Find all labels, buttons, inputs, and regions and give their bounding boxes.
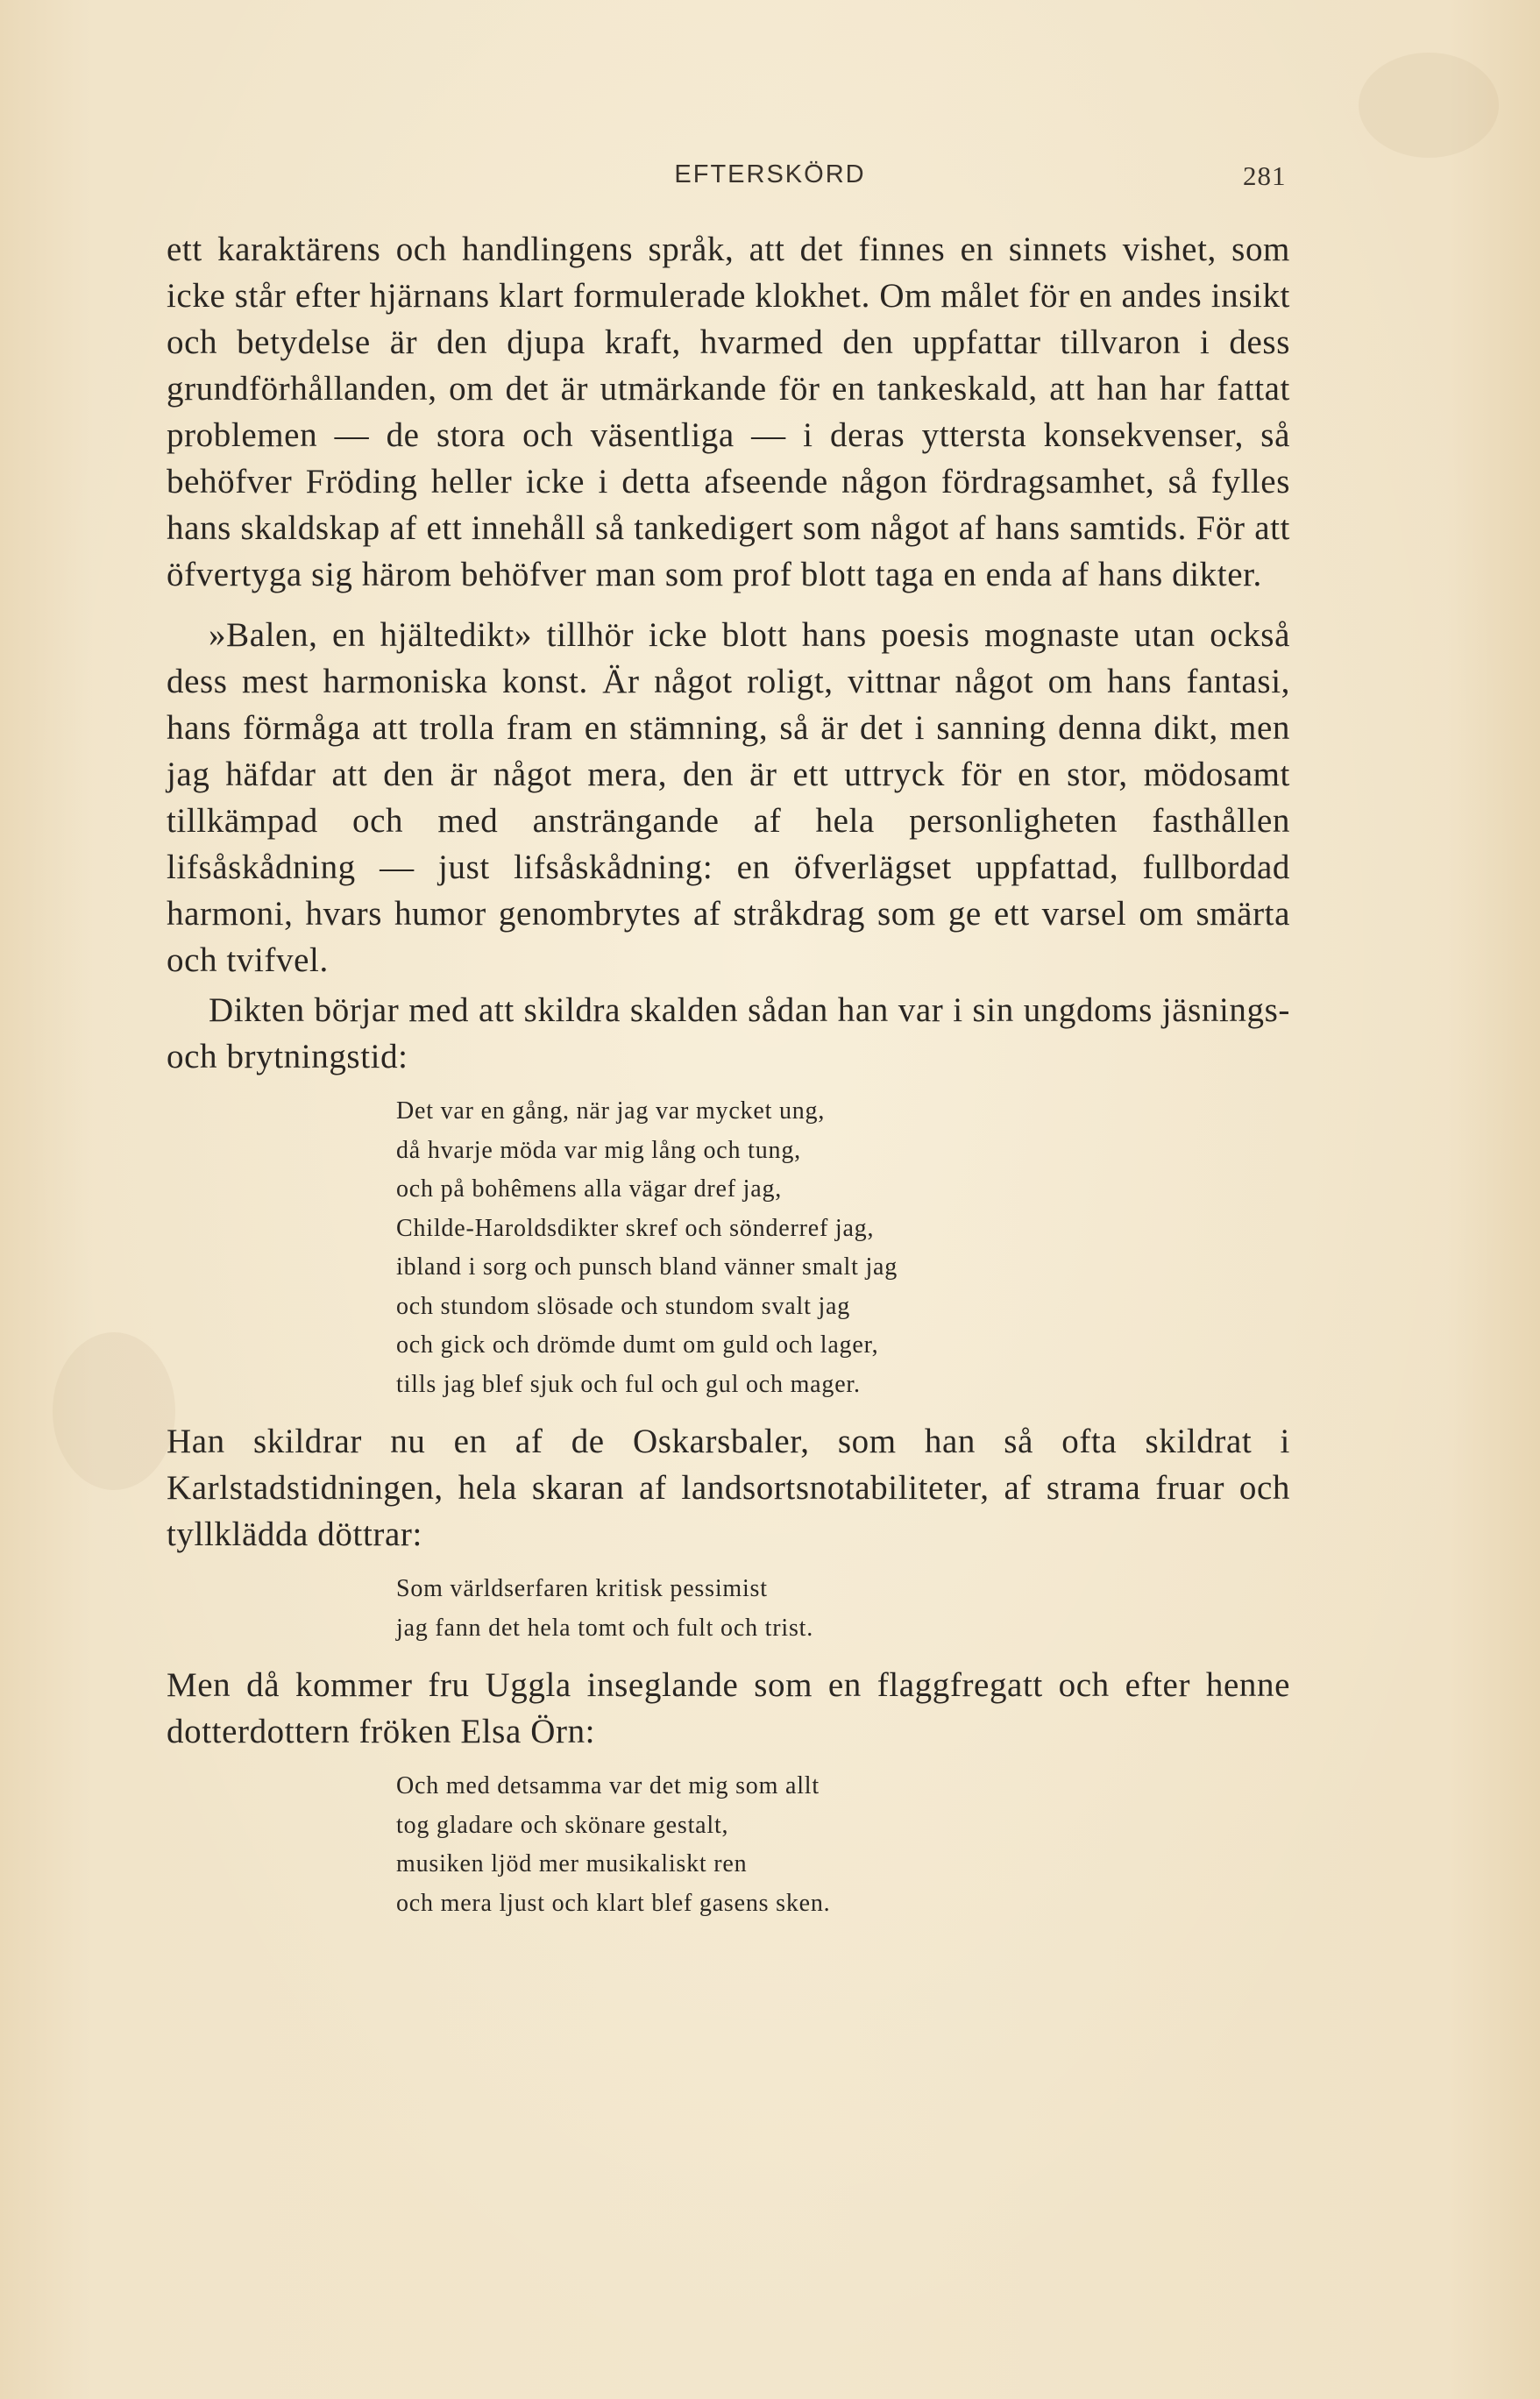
verse-line: Det var en gång, när jag var mycket ung,: [396, 1097, 826, 1125]
page-number: 281: [1243, 160, 1287, 191]
paper-stain: [1359, 53, 1499, 158]
paragraph-1: ett karaktärens och handlingens språk, att det finnes en sinnets vishet, som icke står efter hjärnans klart formulerade klokhet. Om målet för en andes insikt och betydelse är den djupa kraft, hvarmed den uppfattar tillvaron i dess grundförhållanden, om det är utmärkande för en tankeskald, att han har fattat problemen — de stora och väsentliga — i deras yttersta konsekvenser, så behöfver Fröding heller icke i detta afseende någon fördragsamhet, så fylles hans skaldskap af ett innehåll så tankedigert som något af hans samtids. För att öfvertyga sig härom behöfver man som prof blott taga en enda af hans dikter.: [167, 231, 1290, 593]
verse-quote-2: [396, 1570, 1290, 1648]
verse-line: och stundom slösade och stundom svalt jag: [396, 1292, 851, 1320]
running-head: [0, 160, 1540, 204]
paragraph-5: Men då kommer fru Uggla inseglande som en flaggfregatt och efter henne dotterdottern fröken Elsa Örn:: [167, 1666, 1290, 1750]
verse-line: då hvarje möda var mig lång och tung,: [396, 1136, 801, 1164]
verse-quote-1: [396, 1092, 1290, 1404]
verse-line: Som världserfaren kritisk pessimist: [396, 1575, 768, 1602]
verse-quote-3: [396, 1767, 1290, 1923]
verse-line: tog gladare och skönare gestalt,: [396, 1811, 729, 1839]
verse-line: tills jag blef sjuk och ful och gul och mager.: [396, 1370, 861, 1398]
verse-line: musiken ljöd mer musikaliskt ren: [396, 1850, 748, 1877]
paper-stain: [53, 1332, 175, 1490]
verse-line: och mera ljust och klart blef gasens sken.: [396, 1889, 831, 1917]
body-text: [167, 226, 1290, 1935]
verse-line: jag fann det hela tomt och fult och trist.: [396, 1614, 814, 1642]
paragraph-4: Han skildrar nu en af de Oskarsbaler, som han så ofta skildrat i Karlstadstidningen, hela skaran af landsortsnotabiliteter, af strama fruar och tyllklädda döttrar:: [167, 1423, 1290, 1553]
verse-line: Och med detsamma var det mig som allt: [396, 1772, 820, 1799]
verse-line: och gick och drömde dumt om guld och lager,: [396, 1331, 879, 1359]
verse-line: ibland i sorg och punsch bland vänner smalt jag: [396, 1253, 898, 1281]
paragraph-3: Dikten börjar med att skildra skalden sådan han var i sin ungdoms jäsnings- och brytningstid:: [167, 991, 1290, 1075]
verse-line: och på bohêmens alla vägar dref jag,: [396, 1175, 783, 1203]
verse-line: Childe-Haroldsdikter skref och sönderref jag,: [396, 1214, 875, 1242]
paragraph-2: »Balen, en hjältedikt» tillhör icke blott hans poesis mognaste utan också dess mest harmoniska konst. Är något roligt, vittnar något om hans fantasi, hans förmåga att trolla fram en stämning, så är det i sanning denna dikt, men jag häfdar att den är något mera, den är ett uttryck för en stor, mödosamt tillkämpad och med ansträngande af hela personligheten fasthållen lifsåskådning — just lifsåskådning: en öfverlägset uppfattad, fullbordad harmoni, hvars humor genombrytes af stråkdrag som ge ett varsel om smärta och tvifvel.: [167, 616, 1290, 979]
running-title: EFTERSKÖRD: [674, 160, 866, 188]
